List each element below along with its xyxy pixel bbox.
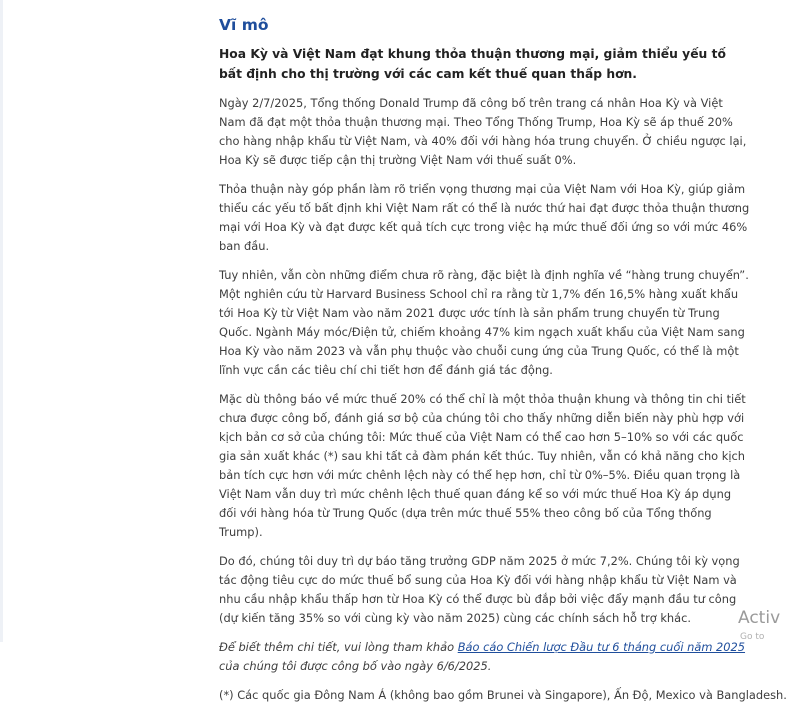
- reference-note: [219, 638, 751, 676]
- left-rail-edge: [0, 0, 3, 642]
- activation-watermark-sub: Go to: [740, 632, 765, 642]
- paragraph-2: Thỏa thuận này góp phần làm rõ triển vọng thương mại của Việt Nam với Hoa Kỳ, giúp giảm thiểu các yếu tố bất định khi Việt Nam rất có thể là nước thứ hai đạt được thỏa thuận thương mại với Hoa Kỳ và đạt được kết quả tích cực trong việc hạ mức thuế đối ứng so với mức 46% ban đầu.: [219, 182, 750, 253]
- activation-watermark: Activ: [738, 608, 781, 628]
- note-after: của chúng tôi được công bố vào ngày 6/6/2025.: [219, 659, 492, 673]
- lead-paragraph: Hoa Kỳ và Việt Nam đạt khung thỏa thuận thương mại, giảm thiểu yếu tố bất định cho thị trường với các cam kết thuế quan thấp hơn.: [219, 47, 726, 81]
- paragraph-5: Do đó, chúng tôi duy trì dự báo tăng trưởng GDP năm 2025 ở mức 7,2%. Chúng tôi kỳ vọng tác động tiêu cực do mức thuế bổ sung của Hoa Kỳ đối với hàng nhập khẩu từ Việt Nam và nhu cầu nhập khẩu thấp hơn từ Hoa Kỳ có thể được bù đắp bởi việc đẩy mạnh đầu tư công (dự kiến tăng 35% so với cùng kỳ vào năm 2025) cùng các chính sách hỗ trợ khác.: [219, 554, 740, 625]
- paragraph-3: Tuy nhiên, vẫn còn những điểm chưa rõ ràng, đặc biệt là định nghĩa về “hàng trung chuyển”. Một nghiên cứu từ Harvard Business School chỉ ra rằng từ 1,7% đến 16,5% hàng xuất khẩu tới Hoa Kỳ từ Việt Nam vào năm 2021 được ước tính là sản phẩm trung chuyển từ Trung Quốc. Ngành Máy móc/Điện tử, chiếm khoảng 47% kim ngạch xuất khẩu của Việt Nam sang Hoa Kỳ vào năm 2023 và vẫn phụ thuộc vào chuỗi cung ứng của Trung Quốc, có thể là một lĩnh vực cần các tiêu chí chi tiết hơn để đánh giá tác động.: [219, 268, 749, 377]
- section-title: Vĩ mô: [219, 16, 269, 34]
- left-rail: [0, 0, 196, 642]
- paragraph-4: Mặc dù thông báo về mức thuế 20% có thể chỉ là một thỏa thuận khung và thông tin chi tiết chưa được công bố, đánh giá sơ bộ của chúng tôi cho thấy những diễn biến này phù hợp với kịch bản cơ sở của chúng tôi: Mức thuế của Việt Nam có thể cao hơn 5–10% so với các quốc gia sản xuất khác (*) sau khi tất cả đàm phán kết thúc. Tuy nhiên, vẫn có khả năng cho kịch bản tích cực hơn với mức chênh lệch này có thể hẹp hơn, chỉ từ 0%–5%. Điều quan trọng là Việt Nam vẫn duy trì mức chênh lệch thuế quan đáng kể so với mức thuế Hoa Kỳ áp dụng đối với hàng hóa từ Trung Quốc (dựa trên mức thuế 55% theo công bố của Tổng thống Trump).: [219, 392, 746, 539]
- paragraph-1: Ngày 2/7/2025, Tổng thống Donald Trump đã công bố trên trang cá nhân Hoa Kỳ và Việt Nam đã đạt một thỏa thuận thương mại. Theo Tổng Thống Trump, Hoa Kỳ sẽ áp thuế 20% cho hàng nhập khẩu từ Việt Nam, và 40% đối với hàng hóa trung chuyển. Ở chiều ngược lại, Hoa Kỳ sẽ được tiếp cận thị trường Việt Nam với thuế suất 0%.: [219, 96, 747, 167]
- strategy-report-link[interactable]: Báo cáo Chiến lược Đầu tư 6 tháng cuối năm 2025: [457, 640, 746, 654]
- footnote: (*) Các quốc gia Đông Nam Á (không bao gồm Brunei và Singapore), Ấn Độ, Mexico và Bangladesh.: [219, 688, 787, 702]
- note-before: Để biết thêm chi tiết, vui lòng tham khảo: [219, 640, 458, 654]
